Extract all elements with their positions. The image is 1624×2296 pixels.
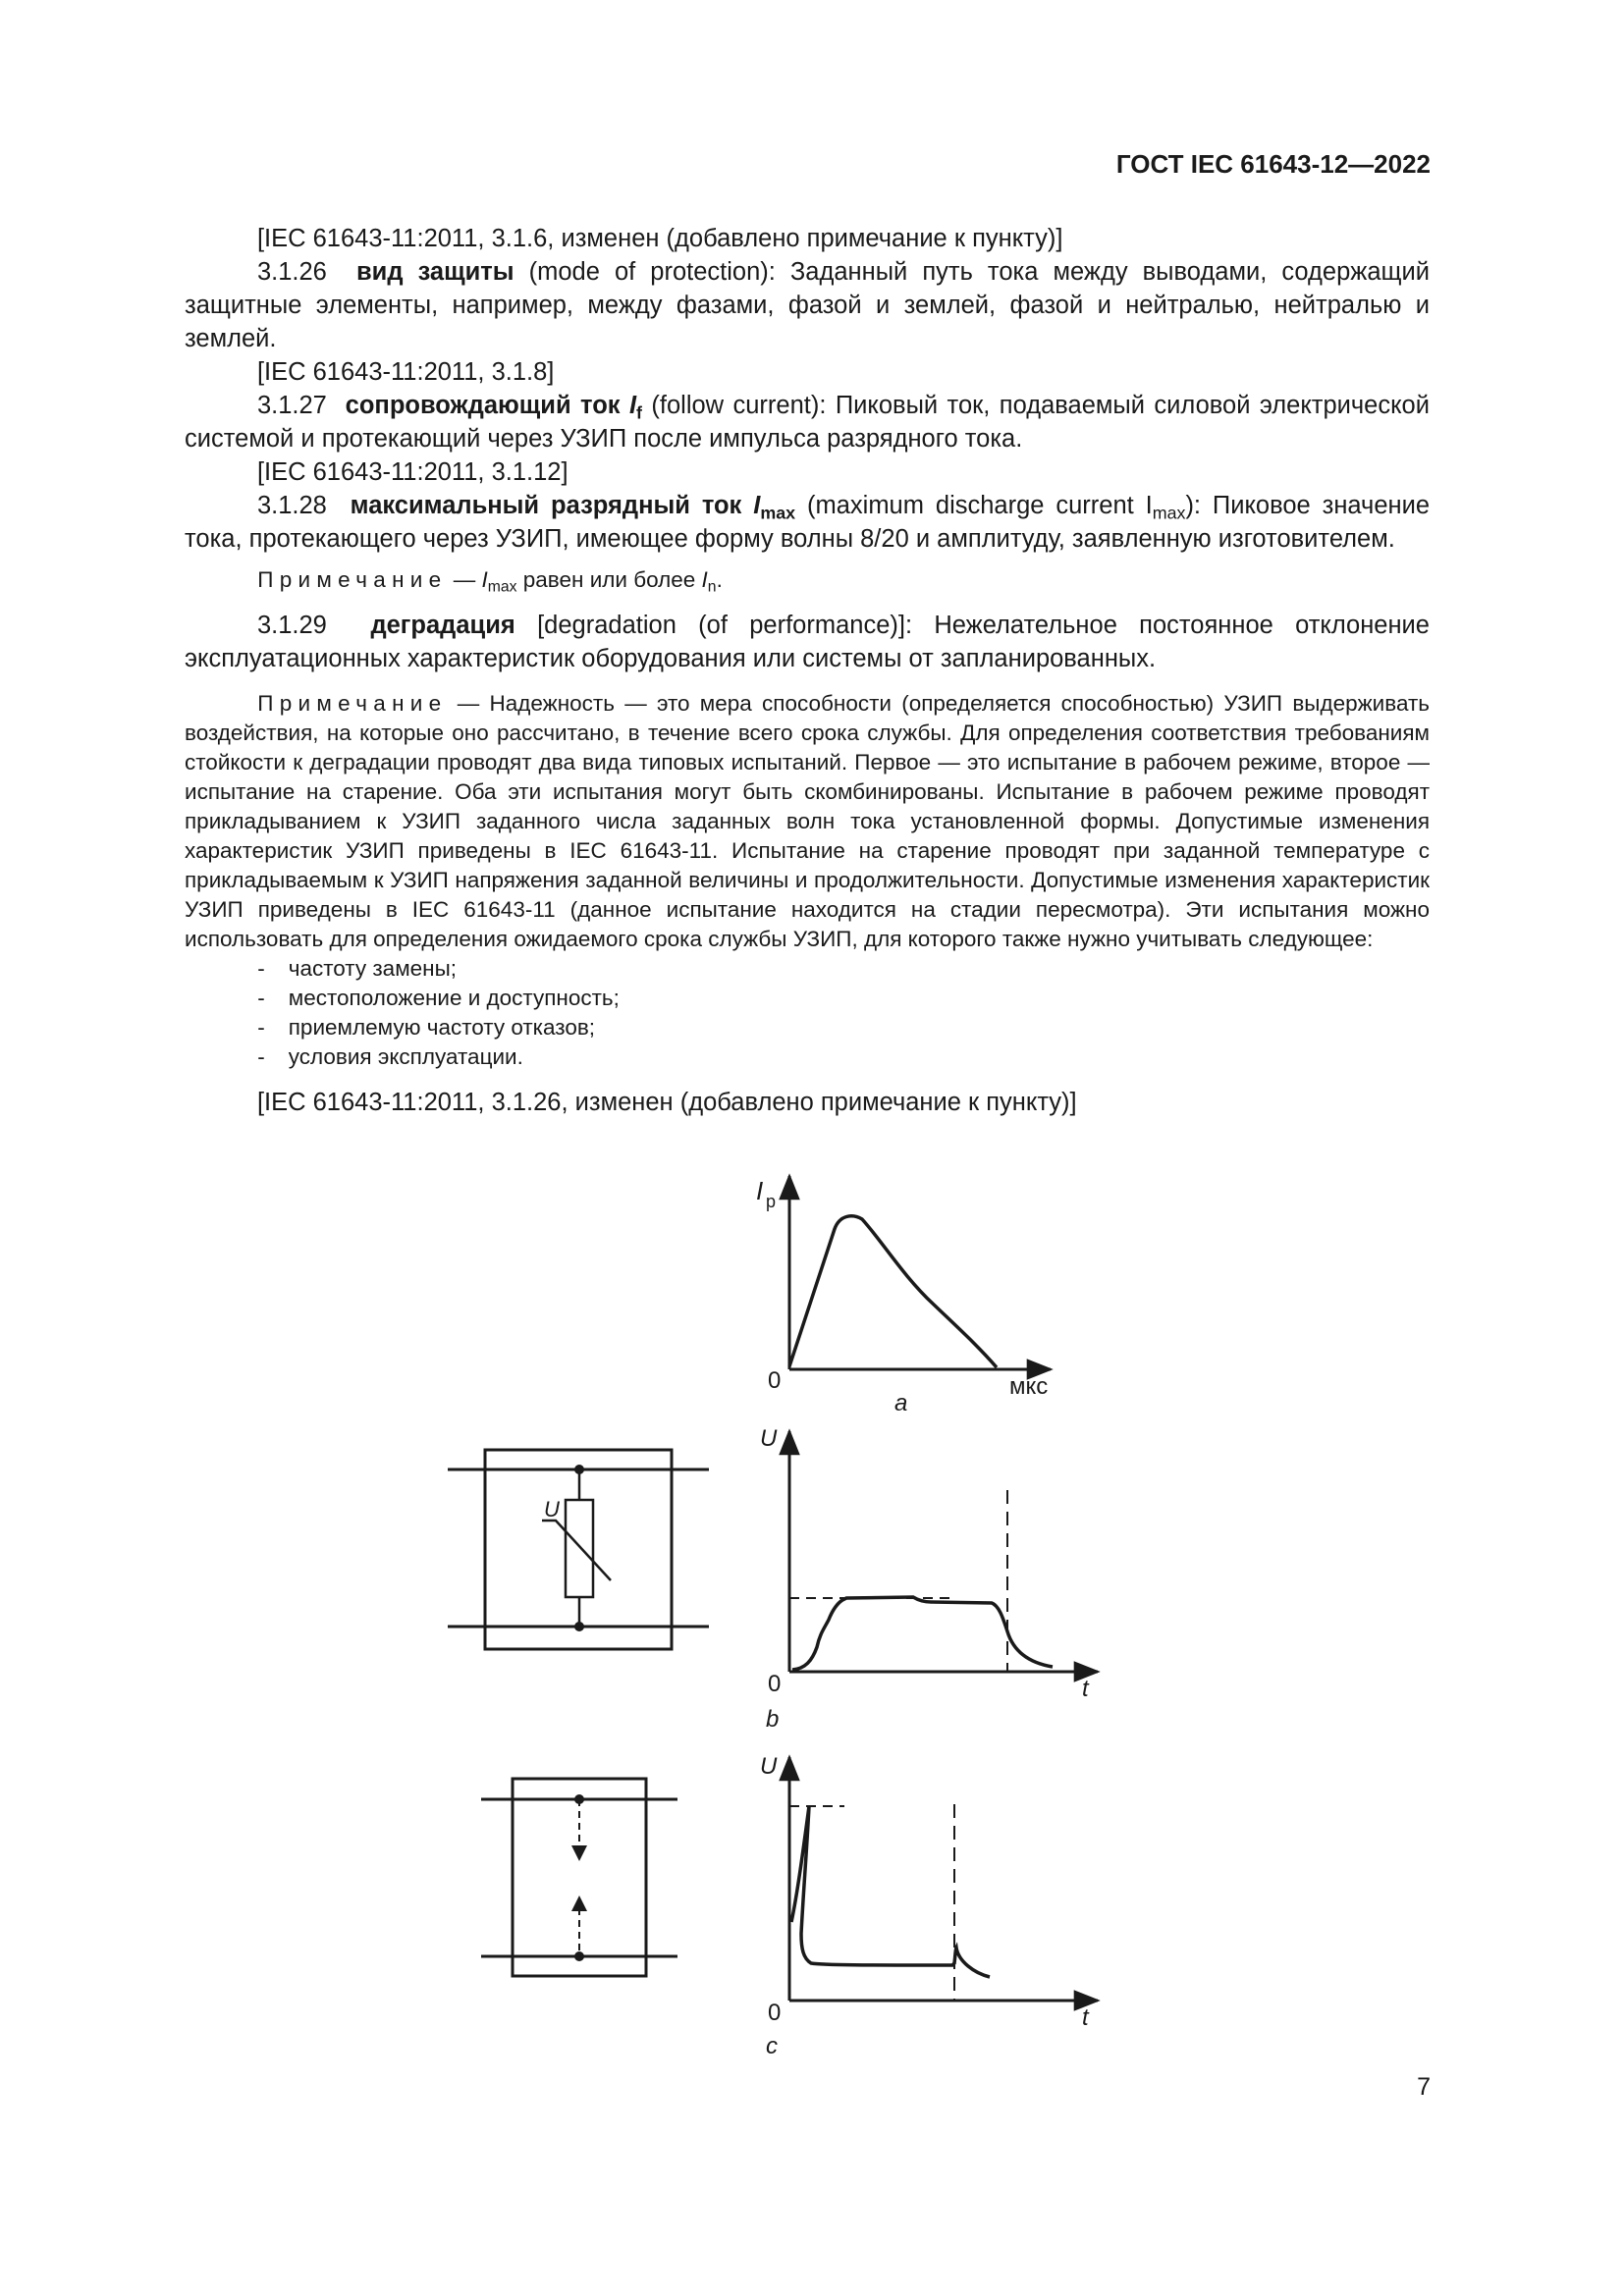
reference: [IEC 61643-11:2011, 3.1.26, изменен (добавлено примечание к пункту)] <box>256 1089 1077 1116</box>
element-label: U <box>544 1497 560 1522</box>
reference: [IEC 61643-11:2011, 3.1.12] <box>256 458 568 486</box>
axis-label: U <box>760 1425 778 1452</box>
origin-label: 0 <box>768 1671 782 1697</box>
voltage-curve <box>792 1597 1053 1670</box>
list-item: - условия эксплуатации. <box>257 1042 1430 1072</box>
reference: [IEC 61643-11:2011, 3.1.8] <box>256 358 555 386</box>
electrode-arrow-up <box>571 1896 587 1911</box>
reference: [IEC 61643-11:2011, 3.1.6, изменен (добавлено примечание к пункту)] <box>256 225 1063 252</box>
considerations-list <box>185 954 1430 1072</box>
figure-caption: b <box>766 1706 780 1733</box>
axis-label: t <box>1082 1676 1089 1702</box>
term-3-1-28: 3.1.28 максимальный разрядный ток $I_{max}$ (maximum discharge current $I_{max}$): Пиковое значение тока, протекающего через УЗИП, имеющее форму волны 8/20 и амплитуду, заявленную изготовителем. <box>185 492 1431 553</box>
term-3-1-27: 3.1.27 сопровождающий ток $I_f$ (follow current): Пиковый ток, подаваемый силовой электрической системой и протекающий через УЗИП после импульса разрядного тока. <box>185 392 1430 453</box>
varistor-element <box>566 1500 593 1597</box>
electrode-arrow-down <box>571 1845 587 1861</box>
graph-c <box>789 1757 1098 2001</box>
note: Примечание — Надежность — это мера способности (определяется способностью) УЗИП выдерживать воздействия, на которые оно рассчитано, в течение всего срока службы. Для определения соответствия требованиям стойкости к деградации проводят два вида типовых испытаний. Первое — это испытание в рабочем режиме, второе — испытание на старение. Оба эти испытания могут быть скомбинированы. Испытание в рабочем режиме проводят прикладыванием к УЗИП заданного числа заданных волн тока установленной формы. Допустимые изменения характеристик УЗИП приведены в IEC 61643-11. Испытание на старение проводят при заданной температуре с прикладываемым к УЗИП напряжения заданной величины и продолжительности. Допустимые изменения характеристик УЗИП приведены в IEC 61643-11 (данное испытание находится на стадии пересмотра). Эти испытания можно использовать для определения ожидаемого срока службы УЗИП, для которого также нужно учитывать следующее: <box>185 691 1430 951</box>
current-pulse-curve <box>789 1216 997 1367</box>
list-item: - частоту замены; <box>257 954 1430 984</box>
axis-label: мкс <box>1009 1373 1049 1400</box>
figure-caption: a <box>894 1390 908 1416</box>
note: Примечание — $I_{max}$ равен или более $I_n$. <box>257 567 723 596</box>
axis-label: t <box>1082 2004 1089 2031</box>
varistor-circuit <box>448 1450 709 1649</box>
graph-b <box>789 1431 1098 1672</box>
term-3-1-29: 3.1.29 деградация [degradation (of performance)]: Нежелательное постоянное отклонение эксплуатационных характеристик оборудования или системы от запланированных. <box>185 612 1430 672</box>
figure-caption: c <box>766 2033 778 2059</box>
spark-gap-circuit <box>481 1779 677 1976</box>
axis-label: U <box>760 1753 778 1780</box>
list-item: - местоположение и доступность; <box>257 984 1430 1013</box>
voltage-curve <box>791 1806 990 1977</box>
spd-box <box>485 1450 672 1649</box>
graph-a <box>789 1176 1051 1369</box>
varistor-slash <box>542 1521 611 1580</box>
document-header: ГОСТ IEC 61643-12—2022 <box>1115 149 1431 179</box>
origin-label: 0 <box>768 1367 782 1394</box>
term-3-1-26: 3.1.26 вид защиты (mode of protection): Заданный путь тока между выводами, содержащий защитные элементы, например, между фазами, фазой и землей, фазой и нейтралью, нейтралью и землей. <box>185 258 1430 352</box>
origin-label: 0 <box>768 2000 782 2026</box>
list-item: - приемлемую частоту отказов; <box>257 1013 1430 1042</box>
page-number: 7 <box>1417 2073 1431 2101</box>
spd-box <box>513 1779 646 1976</box>
axis-label: I <box>756 1176 764 1205</box>
page-content <box>185 222 1430 1119</box>
axis-label-subscript: p <box>766 1192 777 1211</box>
